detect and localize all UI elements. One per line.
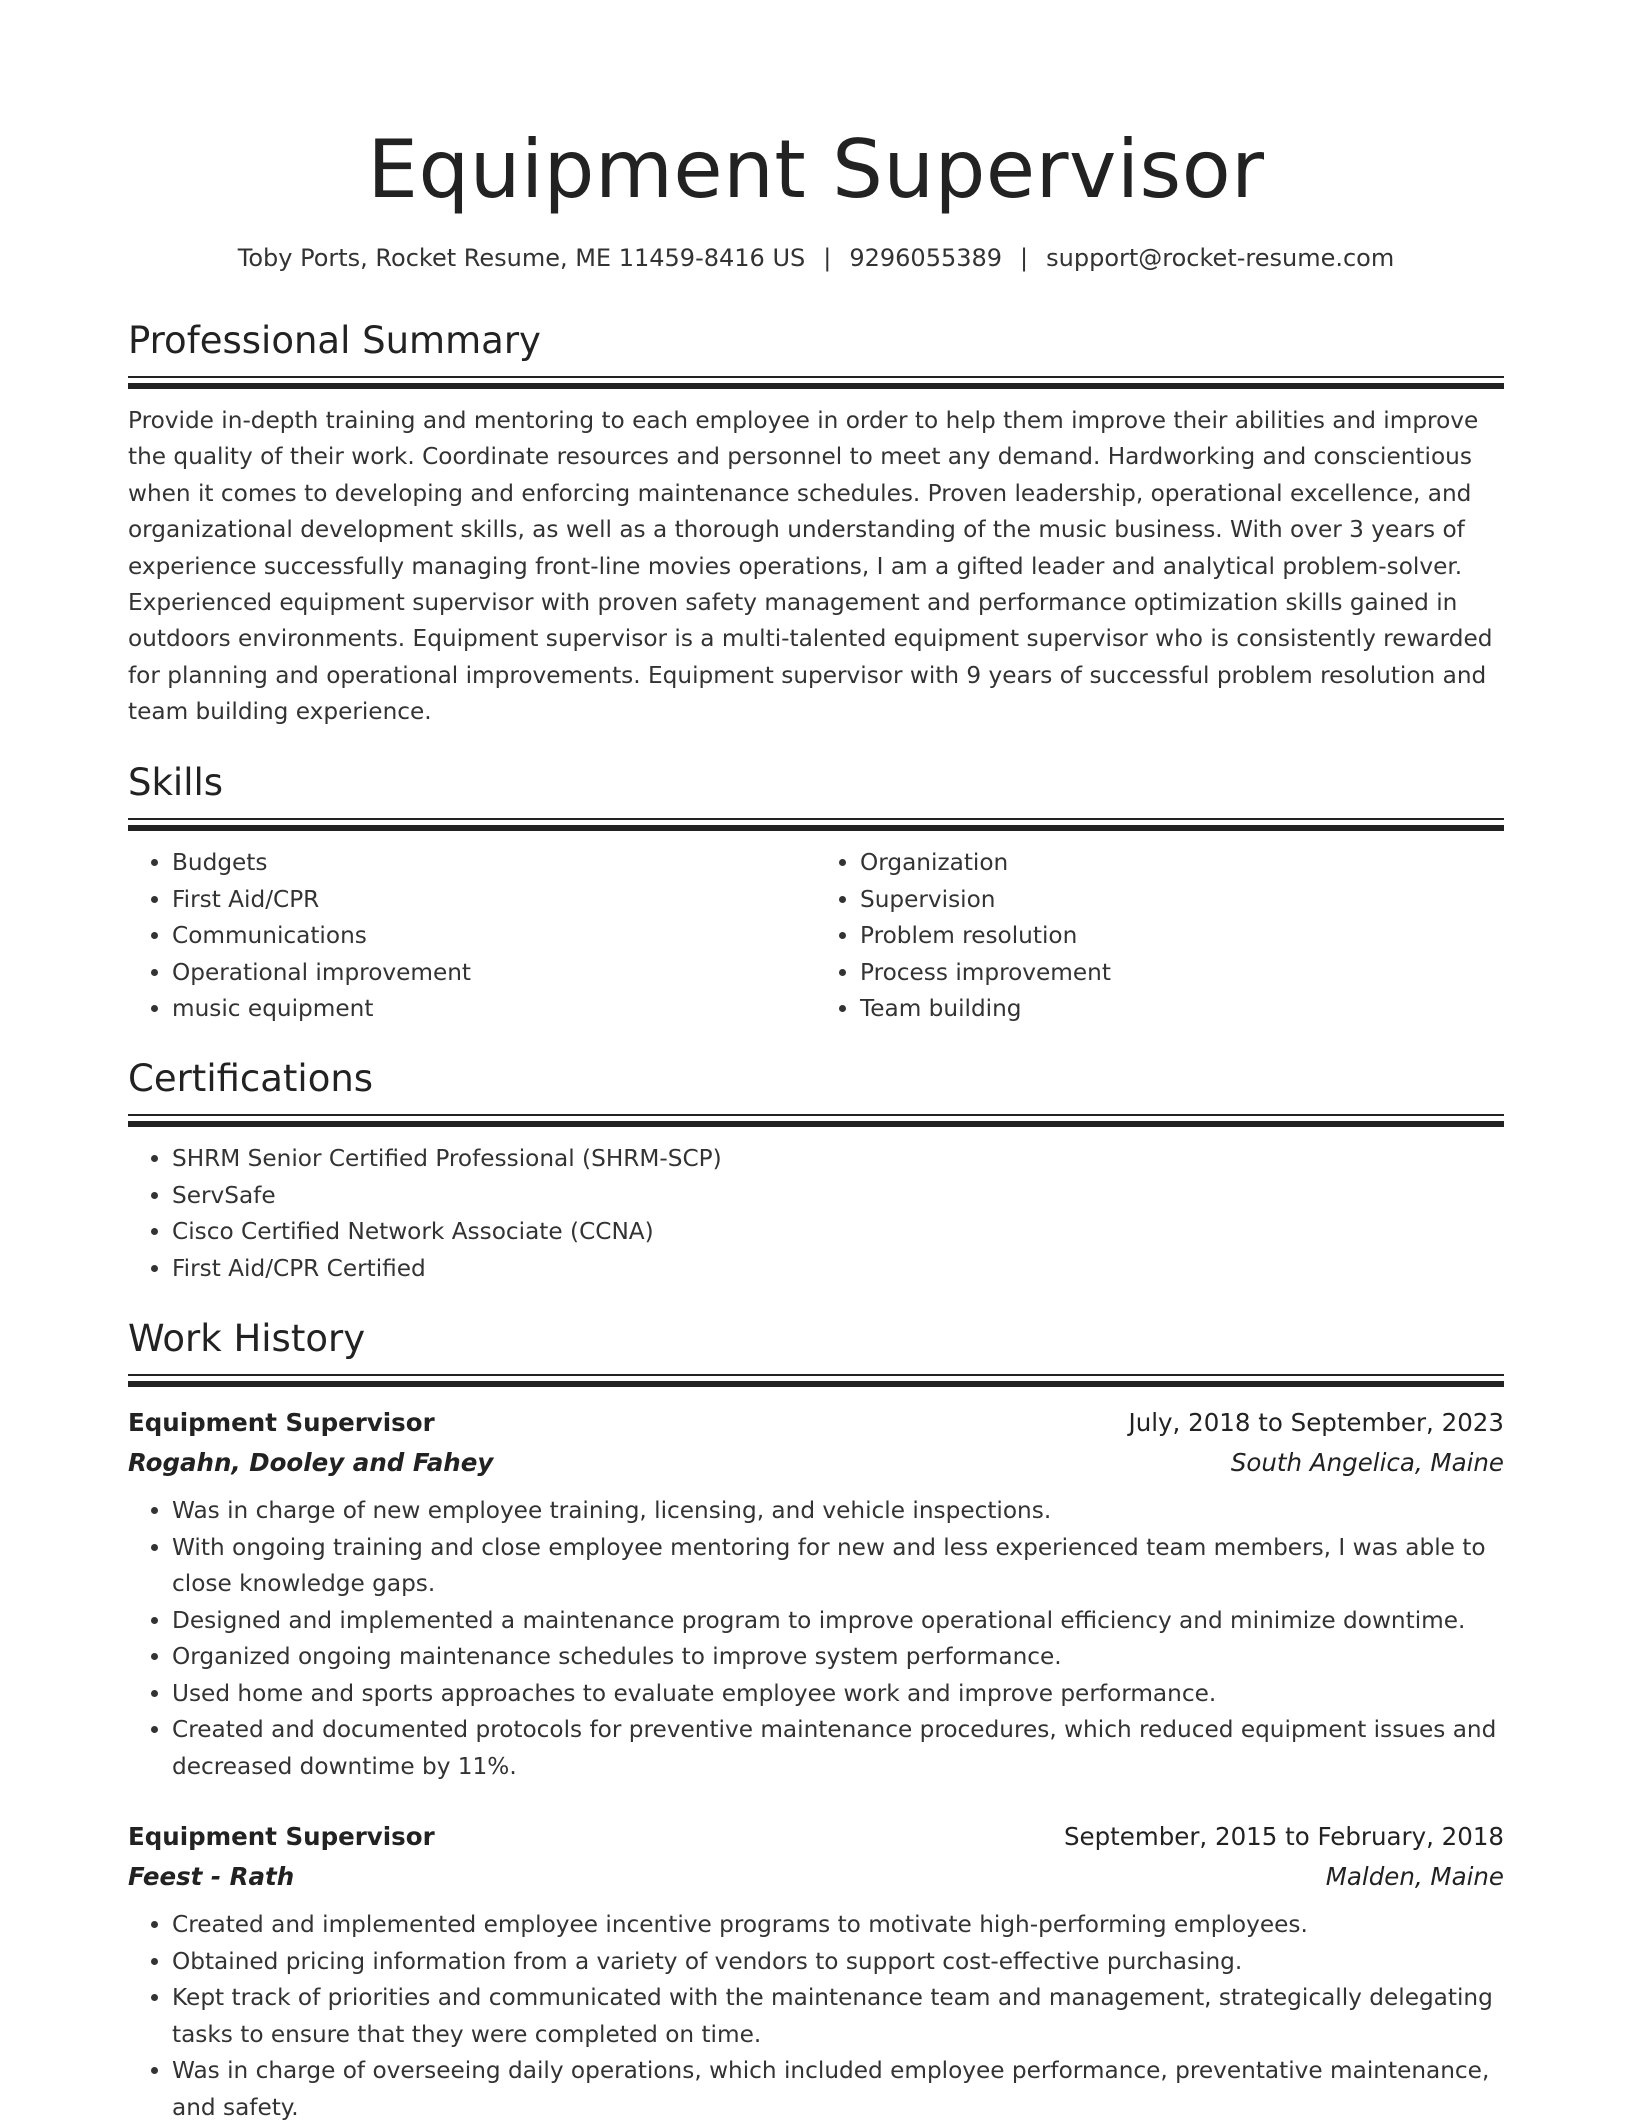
job-dates: July, 2018 to September, 2023 xyxy=(1128,1408,1504,1437)
skill-item: • Process improvement xyxy=(860,955,1504,992)
certification-item: • Cisco Certified Network Associate (CCNA) xyxy=(172,1214,1504,1251)
section-divider xyxy=(128,818,1504,831)
skill-item: • Operational improvement xyxy=(172,955,816,992)
contact-separator: | xyxy=(1020,244,1029,272)
job-title: Equipment Supervisor xyxy=(128,1822,435,1851)
job-bullet: • Organized ongoing maintenance schedules to improve system performance. xyxy=(172,1639,1504,1676)
certification-item: • ServSafe xyxy=(172,1178,1504,1215)
job-bullet: • Kept track of priorities and communicated with the maintenance team and management, strategically delegating tasks to ensure that they were completed on time. xyxy=(172,1980,1504,2053)
contact-phone: 9296055389 xyxy=(849,244,1003,272)
skills-list-right xyxy=(816,845,1504,1028)
certification-item: • SHRM Senior Certified Professional (SHRM-SCP) xyxy=(172,1141,1504,1178)
section-divider xyxy=(128,376,1504,389)
job-bullet: • Designed and implemented a maintenance program to improve operational efficiency and minimize downtime. xyxy=(172,1603,1504,1640)
job-header xyxy=(128,1817,1504,1857)
job-bullet: • Obtained pricing information from a variety of vendors to support cost-effective purchasing. xyxy=(172,1944,1504,1981)
skill-item: • Communications xyxy=(172,918,816,955)
skill-item: • First Aid/CPR xyxy=(172,882,816,919)
certifications-heading: Certifications xyxy=(128,1057,374,1100)
work-history-heading: Work History xyxy=(128,1317,366,1360)
work-history-section xyxy=(128,1316,1504,2126)
certification-item: • First Aid/CPR Certified xyxy=(172,1251,1504,1288)
skill-item: • music equipment xyxy=(172,991,816,1028)
job-company: Feest - Rath xyxy=(128,1862,295,1891)
skill-item: • Supervision xyxy=(860,882,1504,919)
job-bullet: • Was in charge of new employee training, licensing, and vehicle inspections. xyxy=(172,1493,1504,1530)
section-divider xyxy=(128,1114,1504,1127)
skill-item: • Budgets xyxy=(172,845,816,882)
job-subheader xyxy=(128,1443,1504,1483)
job-entry xyxy=(128,1817,1504,2126)
job-entry xyxy=(128,1403,1504,1785)
job-bullet: • Used home and sports approaches to evaluate employee work and improve performance. xyxy=(172,1676,1504,1713)
job-location: Malden, Maine xyxy=(1325,1862,1504,1891)
job-bullet: • Created and implemented employee incentive programs to motivate high-performing employees. xyxy=(172,1907,1504,1944)
resume-title: Equipment Supervisor xyxy=(367,123,1265,216)
skills-section xyxy=(128,760,1504,1028)
job-location: South Angelica, Maine xyxy=(1230,1448,1504,1477)
job-bullets xyxy=(128,1493,1504,1785)
section-divider xyxy=(128,1374,1504,1387)
certifications-list xyxy=(128,1141,1504,1287)
job-subheader xyxy=(128,1857,1504,1897)
job-bullet: • Created and documented protocols for preventive maintenance procedures, which reduced equipment issues and decreased downtime by 11%. xyxy=(172,1712,1504,1785)
job-dates: September, 2015 to February, 2018 xyxy=(1063,1822,1504,1851)
job-title: Equipment Supervisor xyxy=(128,1408,435,1437)
skill-item: • Organization xyxy=(860,845,1504,882)
resume-header xyxy=(0,118,1632,274)
job-bullet: • Was in charge of overseeing daily operations, which included employee performance, preventative maintenance, and safety. xyxy=(172,2053,1504,2126)
skills-list-left xyxy=(128,845,816,1028)
contact-line xyxy=(0,242,1632,274)
skills-columns xyxy=(128,845,1504,1028)
skill-item: • Problem resolution xyxy=(860,918,1504,955)
certifications-section xyxy=(128,1056,1504,1287)
skills-heading: Skills xyxy=(128,761,224,804)
job-company: Rogahn, Dooley and Fahey xyxy=(128,1448,494,1477)
contact-address: Toby Ports, Rocket Resume, ME 11459-8416 US xyxy=(237,244,806,272)
job-bullet: • With ongoing training and close employee mentoring for new and less experienced team members, I was able to close knowledge gaps. xyxy=(172,1530,1504,1603)
skill-item: • Team building xyxy=(860,991,1504,1028)
summary-heading: Professional Summary xyxy=(128,319,541,362)
job-bullets xyxy=(128,1907,1504,2126)
job-header xyxy=(128,1403,1504,1443)
summary-text: Provide in-depth training and mentoring to each employee in order to help them improve their abilities and improve the quality of their work. Coordinate resources and personnel to meet any demand. Hardworking and conscientious when it comes to developing and enforcing maintenance schedules. Proven leadership, operational excellence, and organizational development skills, as well as a thorough understanding of the music business. With over 3 years of experience successfully managing front-line movies operations, I am a gifted leader and analytical problem-solver. Experienced equipment supervisor with proven safety management and performance optimization skills gained in outdoors environments. Equipment supervisor is a multi-talented equipment supervisor who is consistently rewarded for planning and operational improvements. Equipment supervisor with 9 years of successful problem resolution and team building experience. xyxy=(128,407,1493,726)
contact-email[interactable]: support@rocket-resume.com xyxy=(1046,244,1395,272)
contact-separator: | xyxy=(823,244,832,272)
summary-section xyxy=(128,318,1504,731)
